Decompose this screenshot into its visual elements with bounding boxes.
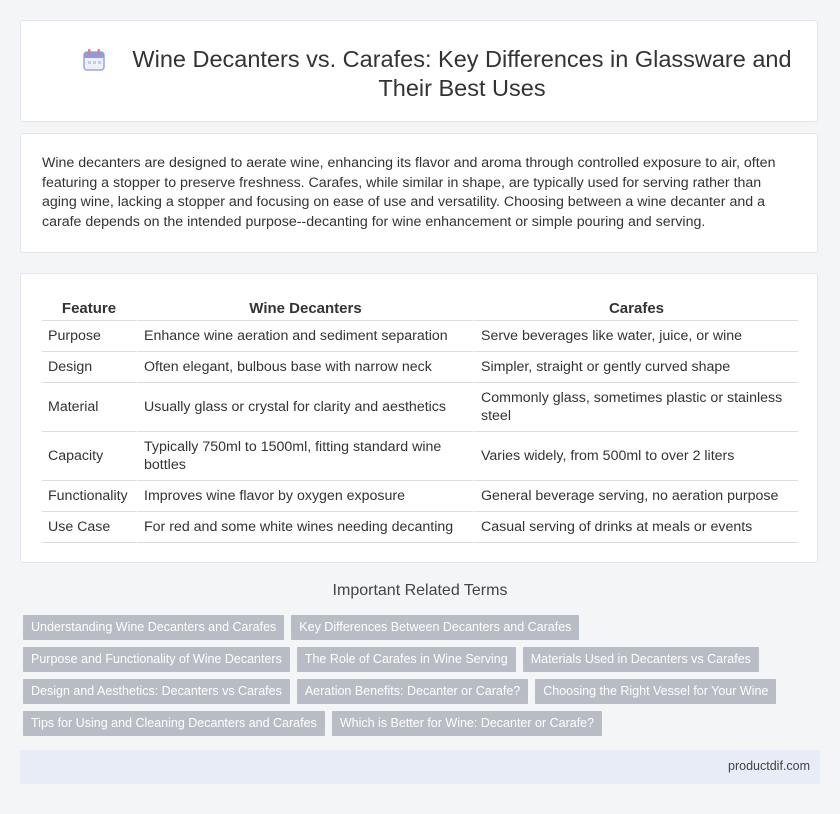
row-feature: Functionality: [42, 481, 136, 512]
table-row: [42, 512, 798, 543]
table-row: [42, 321, 798, 352]
footer-site-link[interactable]: productdif.com: [728, 759, 810, 773]
related-term-tag[interactable]: Aeration Benefits: Decanter or Carafe?: [297, 679, 528, 704]
row-feature: Material: [42, 383, 136, 432]
comparison-table: [42, 296, 798, 543]
title-card: [20, 20, 818, 122]
footer-bar: [20, 750, 820, 784]
related-term-tag[interactable]: Design and Aesthetics: Decanters vs Carafes: [23, 679, 290, 704]
related-term-tag[interactable]: Choosing the Right Vessel for Your Wine: [535, 679, 776, 704]
related-term-tag[interactable]: Purpose and Functionality of Wine Decanters: [23, 647, 290, 672]
table-row: [42, 352, 798, 383]
row-feature: Purpose: [42, 321, 136, 352]
table-row: [42, 383, 798, 432]
intro-card: [20, 133, 818, 253]
row-decanter-value: For red and some white wines needing decanting: [136, 512, 473, 543]
header-carafes: Carafes: [473, 296, 798, 321]
related-term-tag[interactable]: Understanding Wine Decanters and Carafes: [23, 615, 284, 640]
related-term-tag[interactable]: Materials Used in Decanters vs Carafes: [523, 647, 759, 672]
related-terms-heading: Important Related Terms: [332, 582, 508, 599]
related-terms-list: [23, 615, 823, 743]
row-decanter-value: Usually glass or crystal for clarity and aesthetics: [136, 383, 473, 432]
row-carafe-value: Simpler, straight or gently curved shape: [473, 352, 798, 383]
table-row: [42, 432, 798, 481]
calendar-icon: [81, 47, 107, 73]
related-term-tag[interactable]: Which is Better for Wine: Decanter or Carafe?: [332, 711, 602, 736]
page-title: Wine Decanters vs. Carafes: Key Differences in Glassware and Their Best Uses: [132, 46, 792, 101]
row-carafe-value: Serve beverages like water, juice, or wine: [473, 321, 798, 352]
related-term-tag[interactable]: Key Differences Between Decanters and Carafes: [291, 615, 579, 640]
row-feature: Design: [42, 352, 136, 383]
comparison-card: [20, 273, 818, 563]
row-feature: Use Case: [42, 512, 136, 543]
row-carafe-value: Commonly glass, sometimes plastic or stainless steel: [473, 383, 798, 432]
table-header-row: [42, 296, 798, 321]
table-row: [42, 481, 798, 512]
related-term-tag[interactable]: Tips for Using and Cleaning Decanters and Carafes: [23, 711, 325, 736]
row-decanter-value: Often elegant, bulbous base with narrow neck: [136, 352, 473, 383]
row-decanter-value: Typically 750ml to 1500ml, fitting standard wine bottles: [136, 432, 473, 481]
intro-paragraph: Wine decanters are designed to aerate wine, enhancing its flavor and aroma through controlled exposure to air, often featuring a stopper to preserve freshness. Carafes, while similar in shape, are typically used for serving rather than aging wine, lacking a stopper and focusing on ease of use and versatility. Choosing between a wine decanter and a carafe depends on the intended purpose--decanting for wine enhancement or simple pouring and serving.: [42, 155, 776, 230]
row-carafe-value: Casual serving of drinks at meals or events: [473, 512, 798, 543]
row-carafe-value: General beverage serving, no aeration purpose: [473, 481, 798, 512]
title-row: [81, 45, 797, 103]
header-wine-decanters: Wine Decanters: [136, 296, 473, 321]
row-feature: Capacity: [42, 432, 136, 481]
related-term-tag[interactable]: The Role of Carafes in Wine Serving: [297, 647, 516, 672]
header-feature: Feature: [42, 296, 136, 321]
row-decanter-value: Improves wine flavor by oxygen exposure: [136, 481, 473, 512]
row-decanter-value: Enhance wine aeration and sediment separation: [136, 321, 473, 352]
row-carafe-value: Varies widely, from 500ml to over 2 liters: [473, 432, 798, 481]
